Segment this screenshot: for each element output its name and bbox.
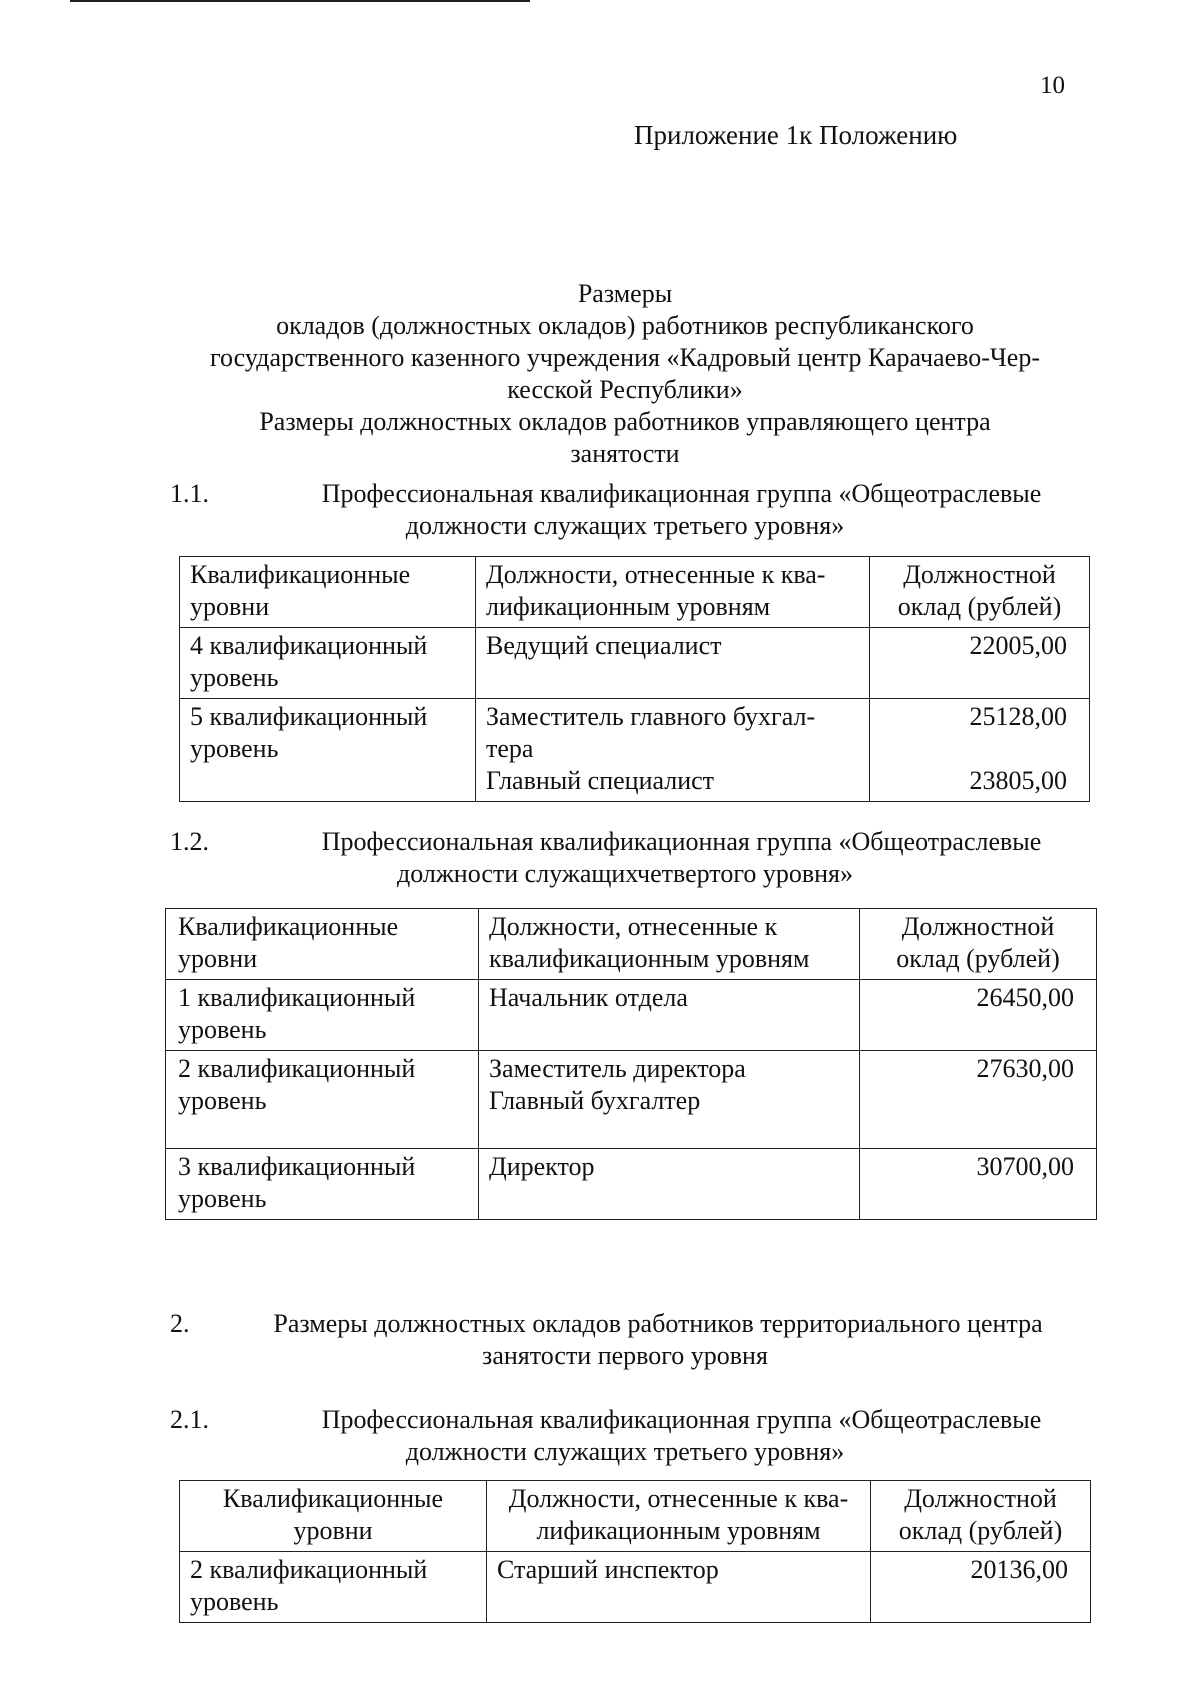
title-line: окладов (должностных окладов) работников республиканского [276, 311, 974, 340]
header-cell: Квалификационные уровни [180, 557, 476, 628]
title-line: кесской Республики» [507, 375, 743, 404]
position-text: Заместитель директора [489, 1054, 746, 1083]
position-text: Главный специалист [486, 766, 715, 795]
scan-top-line [70, 0, 530, 2]
position-text: Заместитель главного бухгал-тера [486, 702, 816, 763]
table-header-row [180, 557, 1090, 628]
title-line: Размеры должностных окладов работников управляющего центра [259, 407, 991, 436]
title-line: Размеры [577, 279, 673, 308]
table-row [166, 980, 1097, 1051]
table-row [180, 699, 1090, 802]
salary-cell [870, 699, 1090, 802]
position-cell [476, 699, 870, 802]
level-cell: 3 квалификационный уровень [166, 1149, 479, 1220]
title-line: государственного казенного учреждения «Кадровый центр Карачаево-Чер- [210, 343, 1040, 372]
level-cell: 4 квалификационный уровень [180, 628, 476, 699]
table-row [166, 1051, 1097, 1149]
table-row [166, 1149, 1097, 1220]
header-cell: Должности, отнесенные к квалификационным уровням [479, 909, 860, 980]
header-cell: Должностной оклад (рублей) [860, 909, 1097, 980]
section-text: Профессиональная квалификационная группа «Общеотраслевые должности служащих третьего уровня» [321, 479, 1042, 540]
header-cell: Должности, отнесенные к ква-лификационным уровням [487, 1481, 871, 1552]
section-number: 1.2. [170, 827, 209, 856]
level-cell: 2 квалификационный уровень [166, 1051, 479, 1149]
table-header-row [166, 909, 1097, 980]
table-header-row [180, 1481, 1091, 1552]
position-text: Главный бухгалтер [489, 1086, 701, 1115]
position-cell: Ведущий специалист [476, 628, 870, 699]
header-cell: Должности, отнесенные к ква-лификационным уровням [476, 557, 870, 628]
level-cell: 1 квалификационный уровень [166, 980, 479, 1051]
document-title [170, 278, 1080, 470]
salary-cell: 22005,00 [870, 628, 1090, 699]
position-cell: Начальник отдела [479, 980, 860, 1051]
title-line: занятости [570, 439, 680, 468]
salary-cell: 27630,00 [860, 1051, 1097, 1149]
header-cell: Квалификационные уровни [180, 1481, 487, 1552]
position-cell: Директор [479, 1149, 860, 1220]
section-text: Размеры должностных окладов работников территориального центра занятости первого уровня [273, 1309, 1043, 1370]
section-heading-2 [170, 1308, 1080, 1372]
section-heading-2-1 [170, 1404, 1080, 1468]
section-text: Профессиональная квалификационная группа «Общеотраслевые должности служащихчетвертого уровня» [321, 827, 1042, 888]
salary-cell: 20136,00 [871, 1552, 1091, 1623]
header-cell: Должностной оклад (рублей) [871, 1481, 1091, 1552]
header-cell: Квалификационные уровни [166, 909, 479, 980]
header-cell: Должностной оклад (рублей) [870, 557, 1090, 628]
section-heading-1-1 [170, 478, 1080, 542]
salary-table-3 [179, 1480, 1091, 1623]
section-number: 1.1. [170, 479, 209, 508]
section-number: 2. [170, 1309, 190, 1338]
table-row [180, 628, 1090, 699]
section-text: Профессиональная квалификационная группа «Общеотраслевые должности служащих третьего уровня» [321, 1405, 1042, 1466]
section-number: 2.1. [170, 1405, 209, 1434]
salary-text: 25128,00 [969, 702, 1067, 731]
appendix-label: Приложение 1к Положению [634, 120, 958, 150]
table-row [180, 1552, 1091, 1623]
salary-cell: 26450,00 [860, 980, 1097, 1051]
position-cell: Старший инспектор [487, 1552, 871, 1623]
page-number: 10 [1040, 72, 1065, 99]
salary-table-2 [165, 908, 1097, 1220]
salary-cell: 30700,00 [860, 1149, 1097, 1220]
salary-table-1 [179, 556, 1090, 802]
salary-text: 23805,00 [969, 766, 1067, 795]
level-cell: 5 квалификационный уровень [180, 699, 476, 802]
level-cell: 2 квалификационный уровень [180, 1552, 487, 1623]
position-cell [479, 1051, 860, 1149]
section-heading-1-2 [170, 826, 1080, 890]
